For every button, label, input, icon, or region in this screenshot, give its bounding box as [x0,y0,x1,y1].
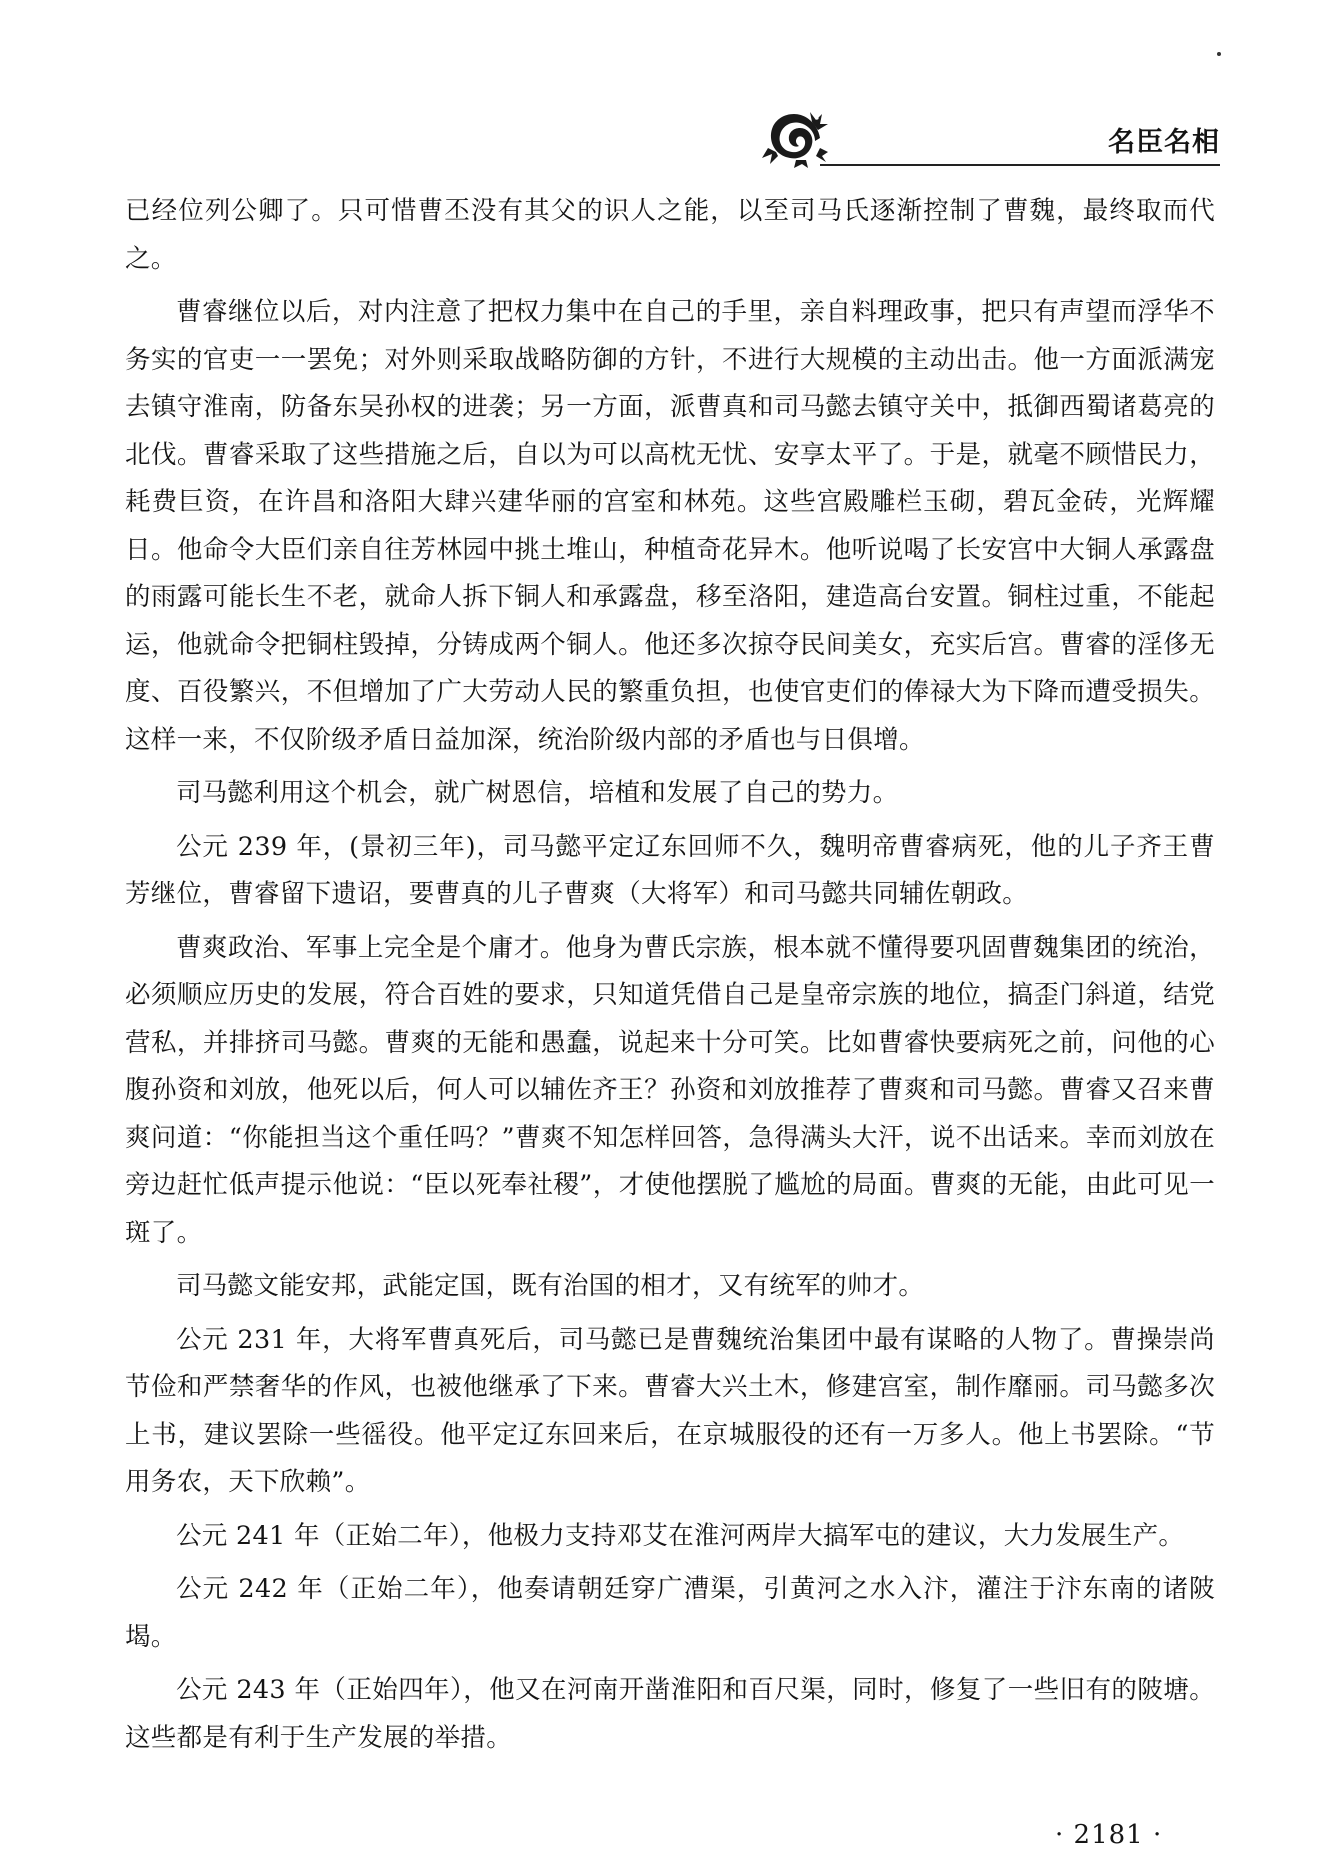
section-title: 名臣名相 [1108,127,1220,158]
running-header [760,108,1220,168]
header-rule [820,164,1220,166]
paragraph: 公元 231 年，大将军曹真死后，司马懿已是曹魏统治集团中最有谋略的人物了。曹操崇尚节俭和严禁奢华的作风，也被他继承了下来。曹睿大兴土木，修建宫室，制作靡丽。司马懿多次上书，建议罢除一些徭役。他平定辽东回来后，在京城服役的还有一万多人。他上书罢除。“节用务农，天下欣赖”。 [125,1324,1215,1497]
paragraph: 司马懿利用这个机会，就广树恩信，培植和发展了自己的势力。 [176,778,899,808]
paragraph: 公元 239 年，(景初三年)，司马懿平定辽东回师不久，魏明帝曹睿病死，他的儿子齐王曹芳继位，曹睿留下遗诏，要曹真的儿子曹爽（大将军）和司马懿共同辅佐朝政。 [125,831,1215,909]
paragraph: 公元 242 年（正始二年），他奏请朝廷穿广漕渠，引黄河之水入汴，灌注于汴东南的诸陂堨。 [125,1574,1215,1652]
page-number: · 2181 · [1055,1820,1163,1850]
print-speck [1217,52,1221,56]
paragraph-continuation: 已经位列公卿了。只可惜曹丕没有其父的识人之能，以至司马氏逐渐控制了曹魏，最终取而代之。 [125,196,1215,274]
paragraph: 曹爽政治、军事上完全是个庸才。他身为曹氏宗族，根本就不懂得要巩固曹魏集团的统治，必须顺应历史的发展，符合百姓的要求，只知道凭借自己是皇帝宗族的地位，搞歪门斜道，结党营私，并排挤司马懿。曹爽的无能和愚蠢，说起来十分可笑。比如曹睿快要病死之前，问他的心腹孙资和刘放，他死以后，何人可以辅佐齐王？孙资和刘放推荐了曹爽和司马懿。曹睿又召来曹爽问道：“你能担当这个重任吗？”曹爽不知怎样回答，急得满头大汗，说不出话来。幸而刘放在旁边赶忙低声提示他说：“臣以死奉社稷”，才使他摆脱了尴尬的局面。曹爽的无能，由此可见一斑了。 [125,932,1215,1248]
paragraph: 公元 243 年（正始四年），他又在河南开凿淮阳和百尺渠，同时，修复了一些旧有的陂塘。这些都是有利于生产发展的举措。 [125,1675,1215,1753]
body-text [125,188,1215,1768]
paragraph: 公元 241 年（正始二年），他极力支持邓艾在淮河两岸大搞军屯的建议，大力发展生产。 [176,1520,1185,1551]
paragraph: 司马懿文能安邦，武能定国，既有治国的相才，又有统军的帅才。 [176,1271,925,1301]
paragraph: 曹睿继位以后，对内注意了把权力集中在自己的手里，亲自料理政事，把只有声望而浮华不务实的官吏一一罢免；对外则采取战略防御的方针，不进行大规模的主动出击。他一方面派满宠去镇守淮南，防备东吴孙权的进袭；另一方面，派曹真和司马懿去镇守关中，抵御西蜀诸葛亮的北伐。曹睿采取了这些措施之后，自以为可以高枕无忧、安享太平了。于是，就毫不顾惜民力，耗费巨资，在许昌和洛阳大肆兴建华丽的宫室和林苑。这些宫殿雕栏玉砌，碧瓦金砖，光辉耀日。他命令大臣们亲自往芳林园中挑土堆山，种植奇花异木。他听说喝了长安宫中大铜人承露盘的雨露可能长生不老，就命人拆下铜人和承露盘，移至洛阳，建造高台安置。铜柱过重，不能起运，他就命令把铜柱毁掉，分铸成两个铜人。他还多次掠夺民间美女，充实后宫。曹睿的淫侈无度、百役繁兴，不但增加了广大劳动人民的繁重负担，也使官吏们的俸禄大为下降而遭受损失。这样一来，不仅阶级矛盾日益加深，统治阶级内部的矛盾也与日俱增。 [125,297,1215,755]
dragon-icon [760,108,830,170]
